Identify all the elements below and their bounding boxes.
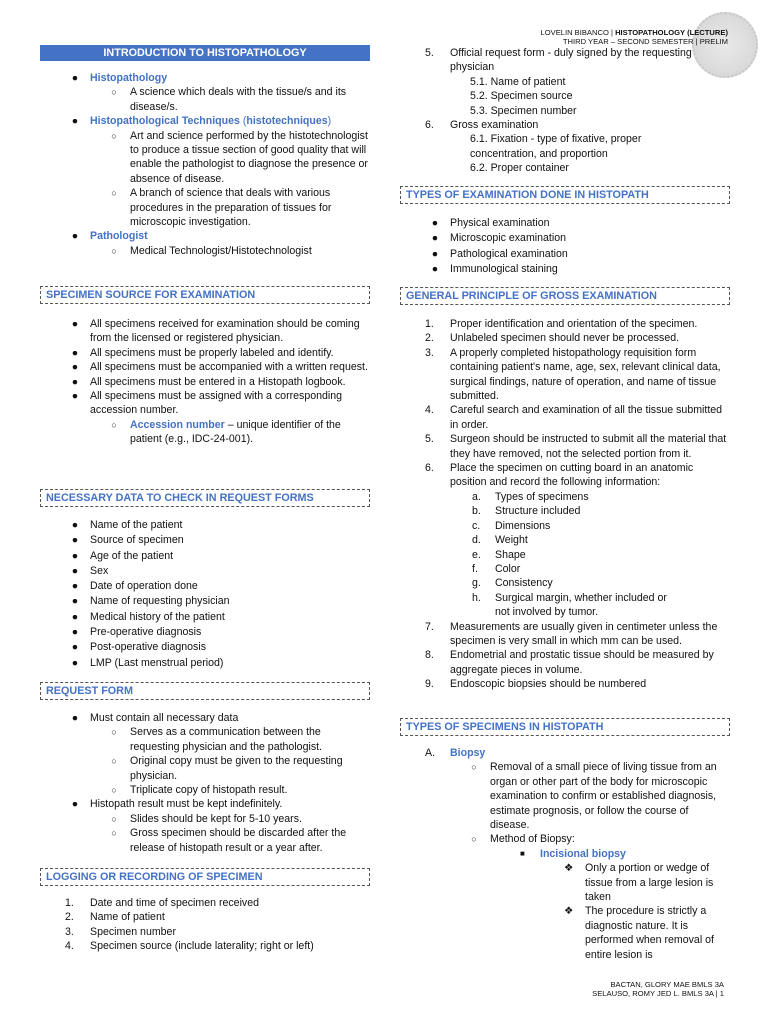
list-item xyxy=(40,317,370,346)
list-item xyxy=(40,389,370,418)
list-item-text: All specimens received for examination should be coming from the licensed or registered physician. xyxy=(90,318,360,345)
list-item xyxy=(400,548,730,562)
specimen-types-items xyxy=(400,746,730,962)
bullet-icon: ● xyxy=(71,72,79,84)
list-item xyxy=(40,725,370,754)
list-item xyxy=(400,231,730,246)
bullet-icon: ● xyxy=(71,375,79,388)
header-author: LOVELIN BIBANCO | xyxy=(540,28,616,37)
bullet-icon: ● xyxy=(71,115,79,128)
specimen-types-list xyxy=(400,746,730,962)
list-item-text: Consistency xyxy=(495,577,553,590)
list-item xyxy=(400,746,730,760)
list-number: 5. xyxy=(425,47,434,59)
list-item-text: Specimen source (include laterality; right or left) xyxy=(90,940,314,953)
term-histotechniques: histotechniques xyxy=(246,115,328,128)
list-item xyxy=(400,677,730,691)
header-term: THIRD YEAR – SECOND SEMESTER | PRELIM xyxy=(562,37,728,46)
definition: A science which deals with the tissue/s and its disease/s. xyxy=(130,86,347,113)
list-number: 3. xyxy=(65,925,74,938)
list-item-text: Surgical margin, whether included or not involved by tumor. xyxy=(495,591,667,619)
list-item-text: Endoscopic biopsies should be numbered xyxy=(450,678,647,691)
intro-list xyxy=(40,71,370,258)
list-item xyxy=(40,910,370,924)
list-item xyxy=(40,229,370,243)
list-number: 4. xyxy=(425,404,434,417)
circle-bullet-icon: ○ xyxy=(111,756,117,767)
list-item xyxy=(40,939,370,953)
bullet-icon: ● xyxy=(71,626,79,639)
diamond-bullet-icon: ❖ xyxy=(564,905,574,918)
list-item-text: All specimens must be entered in a Histopath logbook. xyxy=(90,375,346,388)
list-number: 2. xyxy=(65,911,74,924)
list-letter: e. xyxy=(472,548,481,561)
term-histopathology: Histopathology xyxy=(90,72,168,84)
bullet-icon: ● xyxy=(71,656,79,669)
section-heading-necessary-data: NECESSARY DATA TO CHECK IN REQUEST FORMS xyxy=(40,489,370,507)
definition: A branch of science that deals with various procedures in the preparation of tissues for microscopic investigation. xyxy=(130,187,332,229)
list-item xyxy=(40,711,370,725)
circle-bullet-icon: ○ xyxy=(471,834,477,845)
circle-bullet-icon: ○ xyxy=(111,813,117,824)
list-item-text: A properly completed histopathology requisition form containing patient's name, age, sex, relevant clinical data, surgical findings, nature of operation, and name of tissue submitted. xyxy=(450,346,721,403)
list-item-text: Incisional biopsy xyxy=(540,847,626,860)
bullet-icon: ● xyxy=(71,390,79,403)
paren: ( xyxy=(239,115,247,128)
list-item xyxy=(400,46,730,75)
list-number: 8. xyxy=(425,649,434,662)
list-item xyxy=(40,812,370,826)
list-letter: f. xyxy=(472,562,478,575)
left-column xyxy=(40,0,370,1024)
list-item-text: Removal of a small piece of living tissue from an organ or other part of the body for microscopic examination to confirm or established diagnosis, estimate prognosis, or follow the course of disease. xyxy=(490,761,717,832)
circle-bullet-icon: ○ xyxy=(111,130,117,141)
list-item-text: Weight xyxy=(495,534,528,547)
list-item-text: Triplicate copy of histopath result. xyxy=(130,784,288,797)
list-item xyxy=(40,783,370,797)
necessary-data-list xyxy=(40,518,370,671)
circle-bullet-icon: ○ xyxy=(471,762,477,773)
list-item xyxy=(400,861,730,904)
list-number: 5. xyxy=(425,433,434,446)
list-number: 3. xyxy=(425,346,434,359)
list-item-text: Only a portion or wedge of tissue from a large lesion is taken xyxy=(585,862,714,904)
list-item-text: Surgeon should be instructed to submit all the material that they have removed, not the selected portion from it. xyxy=(450,433,727,460)
list-number: 6. xyxy=(425,119,434,132)
list-item-text: Careful search and examination of all the tissue submitted in order. xyxy=(450,404,723,431)
list-item-text: LMP (Last menstrual period) xyxy=(90,656,224,669)
list-item-text: Physical examination xyxy=(450,217,550,229)
list-item-text: Unlabeled specimen should never be processed. xyxy=(450,332,680,345)
list-item xyxy=(400,620,730,649)
list-item-text: Name of requesting physician xyxy=(90,595,230,608)
list-number: 2. xyxy=(425,332,434,345)
term-pathologist: Pathologist xyxy=(90,230,148,243)
square-bullet-icon: ■ xyxy=(520,848,525,858)
exam-types-list xyxy=(400,216,730,278)
bullet-icon: ● xyxy=(431,263,439,276)
term-techniques: Histopathological Techniques xyxy=(90,115,240,128)
list-item-text: All specimens must be accompanied with a written request. xyxy=(90,361,368,374)
section-heading-specimen-source: SPECIMEN SOURCE FOR EXAMINATION xyxy=(40,286,370,304)
list-item xyxy=(400,247,730,262)
section-heading-request-form: REQUEST FORM xyxy=(40,682,370,700)
bullet-icon: ● xyxy=(71,519,79,531)
list-item xyxy=(400,346,730,404)
list-item-text: 5.1. Name of patient xyxy=(470,75,566,88)
list-item-text: Pathological examination xyxy=(450,247,568,260)
page-footer xyxy=(424,980,724,998)
list-item xyxy=(40,85,370,114)
document-title: INTRODUCTION TO HISTOPATHOLOGY xyxy=(40,45,370,61)
list-item-text: Color xyxy=(495,562,521,575)
list-item xyxy=(40,579,370,594)
list-item-text: Measurements are usually given in centimeter unless the specimen is very small in which mm can be used. xyxy=(450,620,718,647)
list-item-text: Shape xyxy=(495,548,526,561)
circle-bullet-icon: ○ xyxy=(111,87,117,98)
list-letter: g. xyxy=(472,577,481,590)
list-item xyxy=(40,186,370,229)
list-item-text: Endometrial and prostatic tissue should be measured by aggregate pieces in volume. xyxy=(450,649,714,676)
logging-list xyxy=(40,896,370,954)
list-item xyxy=(400,519,730,533)
bullet-icon: ● xyxy=(71,641,79,654)
list-item xyxy=(400,104,730,118)
list-item-text: Source of specimen xyxy=(90,534,184,547)
list-item xyxy=(400,132,730,161)
list-item xyxy=(400,562,730,576)
list-item-text: Medical history of the patient xyxy=(90,610,225,623)
bullet-icon: ● xyxy=(71,534,79,547)
list-letter: a. xyxy=(472,490,481,503)
list-letter: h. xyxy=(472,591,481,604)
list-item-text: Name of patient xyxy=(90,911,165,924)
list-item-text: Post-operative diagnosis xyxy=(90,641,207,654)
list-number: 4. xyxy=(65,940,74,953)
list-item xyxy=(40,754,370,783)
bullet-icon: ● xyxy=(71,798,79,811)
list-item-text xyxy=(130,419,341,445)
term-accession-number: Accession number xyxy=(130,418,225,431)
definition: Medical Technologist/Histotechnologist xyxy=(130,244,312,257)
list-item-text: Original copy must be given to the requesting physician. xyxy=(130,755,343,782)
list-item xyxy=(400,904,730,962)
definition: Art and science performed by the histotechnologist to produce a tissue section of good quality that will enable the pathologist to diagnose the presence or absence of disease. xyxy=(130,129,368,185)
circle-bullet-icon: ○ xyxy=(111,188,117,199)
list-number: 1. xyxy=(425,318,434,330)
list-item-text: Age of the patient xyxy=(90,549,174,562)
list-item xyxy=(400,75,730,89)
list-letter: c. xyxy=(472,519,481,532)
list-item-text: Gross specimen should be discarded after the release of histopath result or a year after. xyxy=(130,827,347,854)
list-item xyxy=(400,648,730,677)
list-number: 9. xyxy=(425,678,434,691)
list-item-text: Histopath result must be kept indefinitely. xyxy=(90,798,283,811)
list-item xyxy=(40,129,370,187)
list-item-text: 5.3. Specimen number xyxy=(470,104,577,117)
list-item xyxy=(40,346,370,360)
bullet-icon: ● xyxy=(71,580,79,593)
list-item xyxy=(400,262,730,277)
section-heading-logging: LOGGING OR RECORDING OF SPECIMEN xyxy=(40,868,370,886)
list-item xyxy=(40,797,370,811)
footer-line1: BACTAN, GLORY MAE BMLS 3A xyxy=(610,980,724,989)
list-item xyxy=(400,533,730,547)
bullet-icon: ● xyxy=(431,217,439,229)
bullet-icon: ● xyxy=(71,346,79,359)
list-item xyxy=(400,490,730,504)
list-item xyxy=(40,549,370,564)
list-item-text: Official request form - duly signed by the requesting physician xyxy=(450,47,692,74)
list-item xyxy=(40,518,370,533)
list-item xyxy=(400,317,730,331)
circle-bullet-icon: ○ xyxy=(111,419,117,430)
list-item xyxy=(400,504,730,518)
list-item-text: The procedure is strictly a diagnostic nature. It is performed when removal of entire lesion is xyxy=(585,905,714,961)
list-item-text: Serves as a communication between the requesting physician and the pathologist. xyxy=(130,726,322,753)
list-item xyxy=(400,576,730,590)
gross-principle-list xyxy=(400,317,730,692)
list-number: 6. xyxy=(425,462,434,475)
list-item xyxy=(40,896,370,910)
footer-line2: SELAUSO, ROMY JED L. BMLS 3A | 1 xyxy=(592,989,724,998)
list-item-text: Microscopic examination xyxy=(450,232,566,245)
list-item xyxy=(40,564,370,579)
list-item xyxy=(400,118,730,132)
list-item-text: Date and time of specimen received xyxy=(90,897,259,909)
bullet-icon: ● xyxy=(431,247,439,260)
list-item-text: Types of specimens xyxy=(495,490,589,503)
list-item xyxy=(40,375,370,389)
bullet-icon: ● xyxy=(71,712,79,724)
list-item xyxy=(400,161,730,175)
bullet-icon: ● xyxy=(71,318,79,330)
list-item xyxy=(40,418,370,447)
list-item-text: Structure included xyxy=(495,505,581,518)
list-item-text: Sex xyxy=(90,564,109,577)
term-biopsy: Biopsy xyxy=(450,747,486,759)
list-item-text: Name of the patient xyxy=(90,519,183,531)
list-item xyxy=(400,461,730,490)
list-item-text: Gross examination xyxy=(450,119,539,132)
list-item xyxy=(400,89,730,103)
section-heading-exam-types: TYPES OF EXAMINATION DONE IN HISTOPATH xyxy=(400,186,730,204)
list-item-text: 6.2. Proper container xyxy=(470,162,569,175)
list-item xyxy=(400,403,730,432)
specimen-source-list xyxy=(40,317,370,447)
list-item xyxy=(40,114,370,128)
list-item-text: Dimensions xyxy=(495,519,551,532)
bullet-icon: ● xyxy=(431,232,439,245)
bullet-icon: ● xyxy=(71,549,79,562)
request-form-list xyxy=(40,711,370,855)
list-item xyxy=(40,360,370,374)
list-item xyxy=(40,610,370,625)
bullet-icon: ● xyxy=(71,595,79,608)
list-item-text: Proper identification and orientation of the specimen. xyxy=(450,318,698,330)
list-item xyxy=(40,71,370,85)
definition: – unique identifier of the patient (e.g., IDC-24-001). xyxy=(130,418,341,446)
list-item xyxy=(400,331,730,345)
list-item-text: Place the specimen on cutting board in an anatomic position and record the following information: xyxy=(450,462,694,489)
circle-bullet-icon: ○ xyxy=(111,245,117,256)
list-item xyxy=(40,826,370,855)
bullet-icon: ● xyxy=(71,610,79,623)
circle-bullet-icon: ○ xyxy=(111,785,117,796)
list-number: 7. xyxy=(425,620,434,633)
list-letter: d. xyxy=(472,534,481,547)
list-item xyxy=(40,656,370,671)
list-item-text: Specimen number xyxy=(90,925,176,938)
list-letter: b. xyxy=(472,505,481,518)
list-item-text: Method of Biopsy: xyxy=(490,833,575,846)
section-heading-gross-principle: GENERAL PRINCIPLE OF GROSS EXAMINATION xyxy=(400,287,730,305)
list-item-text: Must contain all necessary data xyxy=(90,712,239,724)
circle-bullet-icon: ○ xyxy=(111,727,117,738)
diamond-bullet-icon: ❖ xyxy=(564,862,574,875)
list-item-text: All specimens must be properly labeled and identify. xyxy=(90,346,334,359)
list-item xyxy=(400,847,730,861)
list-item-text: 5.2. Specimen source xyxy=(470,90,573,103)
list-item-text: Pre-operative diagnosis xyxy=(90,626,202,639)
list-item xyxy=(40,640,370,655)
header-course: HISTOPATHOLOGY (LECTURE) xyxy=(615,28,728,37)
bullet-icon: ● xyxy=(71,564,79,577)
list-item xyxy=(400,591,730,620)
list-item xyxy=(400,216,730,231)
list-item xyxy=(400,432,730,461)
circle-bullet-icon: ○ xyxy=(111,828,117,839)
paren: ) xyxy=(327,115,332,128)
list-item xyxy=(400,832,730,846)
bullet-icon: ● xyxy=(71,230,79,243)
list-item-text: Slides should be kept for 5-10 years. xyxy=(130,812,302,825)
list-item xyxy=(40,594,370,609)
list-number: 1. xyxy=(65,897,74,909)
list-item xyxy=(40,625,370,640)
section-heading-specimen-types: TYPES OF SPECIMENS IN HISTOPATH xyxy=(400,718,730,736)
bullet-icon: ● xyxy=(71,361,79,374)
list-item-text: Date of operation done xyxy=(90,580,198,593)
list-item xyxy=(40,533,370,548)
list-item xyxy=(40,925,370,939)
list-item-text: Immunological staining xyxy=(450,263,558,276)
list-item xyxy=(40,244,370,258)
right-column xyxy=(400,0,730,1024)
list-item-text: All specimens must be assigned with a corresponding accession number. xyxy=(90,390,343,417)
list-item-text: 6.1. Fixation - type of fixative, proper concentration, and proportion xyxy=(470,133,642,160)
list-item xyxy=(400,760,730,832)
logging-list-continued xyxy=(400,46,730,176)
list-letter: A. xyxy=(425,747,436,759)
